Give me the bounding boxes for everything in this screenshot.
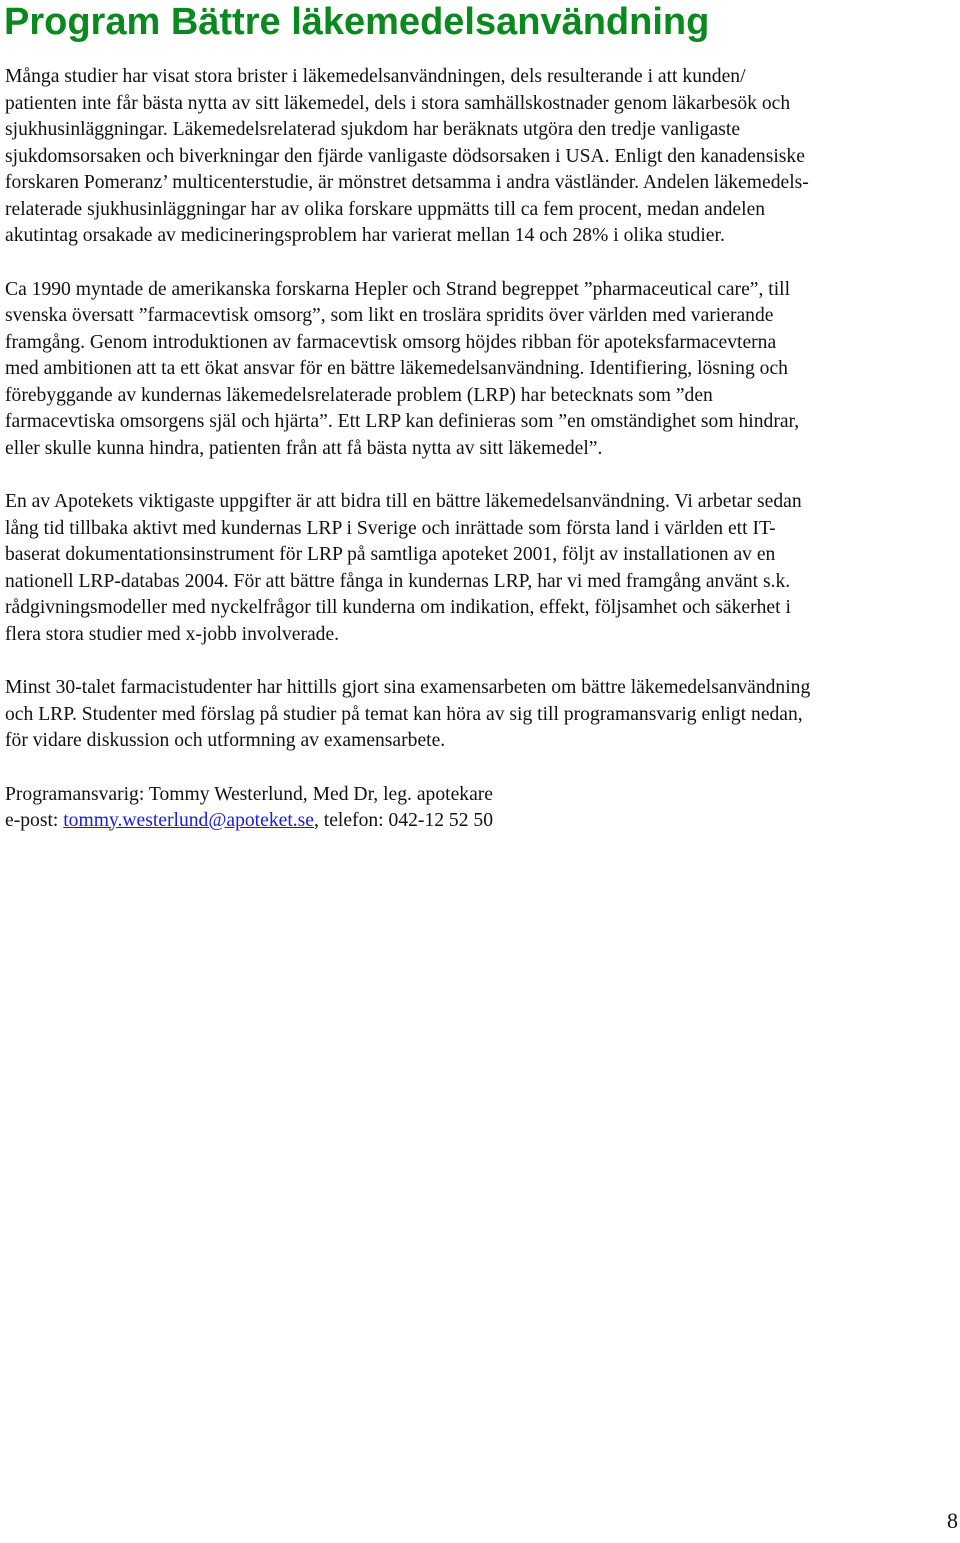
program-responsible: Programansvarig: Tommy Westerlund, Med Dr, leg. apotekare [5,783,493,805]
paragraph-line: med ambitionen att ta ett ökat ansvar för en bättre läkemedelsanvändning. Identifiering, lösning och [5,358,788,379]
paragraph-line: svenska översatt ”farmacevtisk omsorg”, som likt en troslära spridits över världen med varierande [5,305,774,326]
paragraph-intro [5,64,957,250]
paragraph-students [5,675,957,755]
paragraph-line: framgång. Genom introduktionen av farmacevtisk omsorg höjdes ribban för apoteksfarmacevterna [5,331,777,353]
paragraph-line: sjukhusinläggningar. Läkemedelsrelaterad sjukdom har beräknats utgöra den tredje vanligaste [5,119,741,140]
paragraph-line: baserat dokumentationsinstrument för LRP på samtliga apoteket 2001, följt av installationen av en [5,544,776,565]
paragraph-line: lång tid tillbaka aktivt med kundernas LRP i Sverige och inrättade som första land i världen ett IT- [5,517,776,539]
paragraph-line: förebyggande av kundernas läkemedelsrelaterade problem (LRP) har betecknats som ”den [5,384,713,406]
contact-line [5,808,957,834]
paragraph-line: sjukdomsorsaken och biverkningar den fjärde vanligaste dödsorsaken i USA. Enligt den kanadensiske [5,145,805,167]
contact-block [5,782,957,834]
document-body [5,64,957,834]
paragraph-line: för vidare diskussion och utformning av examensarbete. [5,730,446,751]
paragraph-apoteket [5,489,957,648]
paragraph-line: patienten inte får bästa nytta av sitt läkemedel, dels i stora samhällskostnader genom läkarbesök och [5,92,791,114]
paragraph-line: eller skulle kunna hindra, patienten från att få bästa nytta av sitt läkemedel”. [5,437,603,459]
paragraph-line: Minst 30-talet farmacistudenter har hittills gjort sina examensarbeten om bättre läkemedelsanvändning [5,677,811,698]
email-link[interactable]: tommy.westerlund@apoteket.se [63,809,314,831]
paragraph-line: rådgivningsmodeller med nyckelfrågor till kunderna om indikation, effekt, följsamhet och säkerhet i [5,597,791,618]
page-title: Program Bättre läkemedelsanvändning [4,1,710,43]
paragraph-line: farmacevtiska omsorgens själ och hjärta”. Ett LRP kan definieras som ”en omständighet som hindrar, [5,411,800,432]
paragraph-line: Många studier har visat stora brister i läkemedelsanvändningen, dels resulterande i att kunden/ [5,66,746,87]
paragraph-line: flera stora studier med x-jobb involverade. [5,623,340,645]
paragraph-line: och LRP. Studenter med förslag på studier på temat kan höra av sig till programansvarig enligt nedan, [5,703,803,725]
paragraph-pharmaceutical-care [5,277,957,463]
paragraph-line: relaterade sjukhusinläggningar har av olika forskare uppmätts till ca fem procent, medan andelen [5,198,766,220]
phone-number: , telefon: 042-12 52 50 [313,809,494,831]
paragraph-line: akutintag orsakade av medicineringsproblem har varierat mellan 14 och 28% i olika studier. [5,225,725,246]
page-number: 8 [947,1508,958,1533]
paragraph-line: En av Apotekets viktigaste uppgifter är att bidra till en bättre läkemedelsanvändning. Vi arbetar sedan [5,491,802,512]
paragraph-line: Ca 1990 myntade de amerikanska forskarna Hepler och Strand begreppet ”pharmaceutical care”, till [5,278,791,300]
paragraph-line: forskaren Pomeranz’ multicenterstudie, är mönstret detsamma i andra västländer. Andelen läkemedels- [5,172,809,193]
paragraph-line: nationell LRP-databas 2004. För att bättre fånga in kundernas LRP, har vi med framgång använt s.k. [5,570,791,592]
email-prefix: e-post: [5,809,64,831]
